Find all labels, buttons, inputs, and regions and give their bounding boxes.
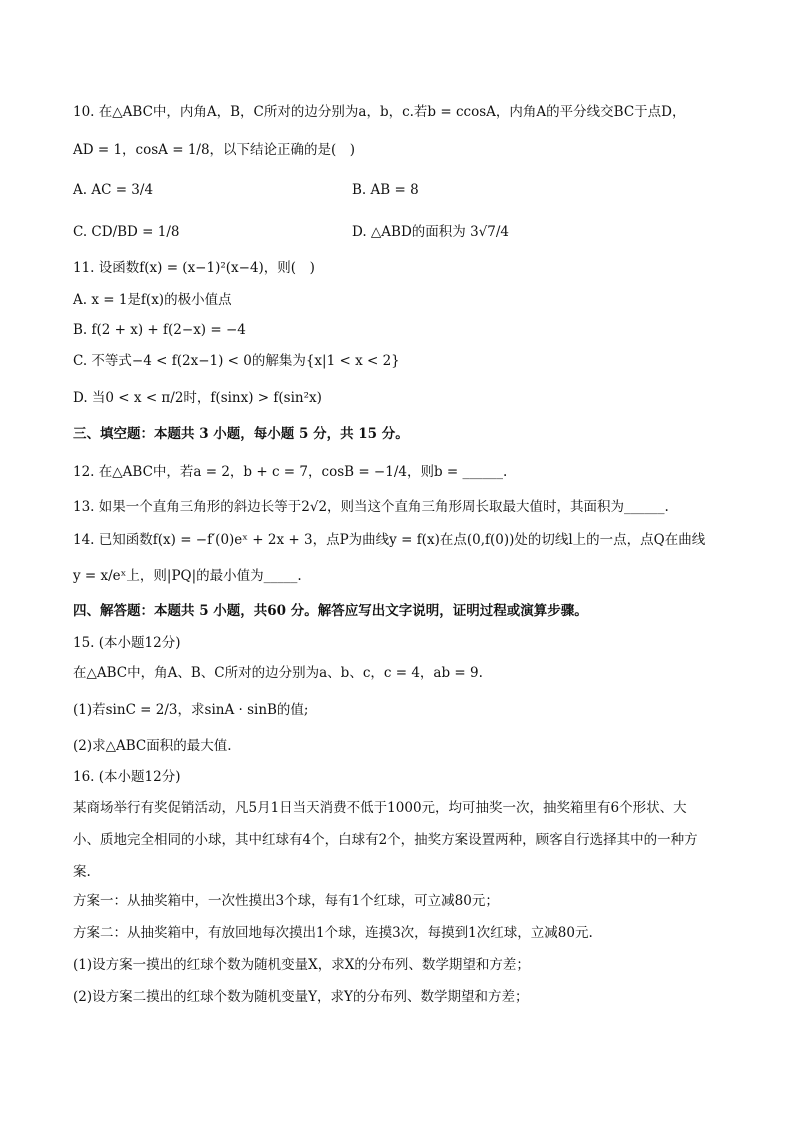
question-15-part-2: (2)求△ABC面积的最大值. — [73, 738, 232, 754]
question-11-option-d: D. 当0 < x < π/2时，f(sinx) > f(sin²x) — [73, 390, 322, 406]
question-16-stem-line1: 某商场举行有奖促销活动，凡5月1日当天消费不低于1000元，均可抽奖一次，抽奖箱里有6个形状、大 — [73, 800, 687, 816]
question-10-option-d: D. △ABD的面积为 3√7/4 — [352, 224, 510, 240]
question-16-heading: 16. (本小题12分) — [73, 769, 181, 785]
question-11-option-b: B. f(2 + x) + f(2−x) = −4 — [73, 322, 246, 338]
section-4-heading: 四、解答题：本题共 5 小题，共60 分。解答应写出文字说明，证明过程或演算步骤。 — [73, 603, 588, 619]
question-15-heading: 15. (本小题12分) — [73, 635, 181, 651]
question-11-option-a: A. x = 1是f(x)的极小值点 — [73, 292, 232, 308]
question-11-stem: 11. 设函数f(x) = (x−1)²(x−4)，则( ) — [73, 260, 315, 276]
question-10-option-b: B. AB = 8 — [352, 182, 419, 198]
question-12: 12. 在△ABC中，若a = 2，b + c = 7，cosB = −1/4，则b = ______. — [73, 464, 508, 480]
question-15-part-1: (1)若sinC = 2/3，求sinA · sinB的值; — [73, 702, 309, 718]
question-10-stem-line1: 10. 在△ABC中，内角A，B，C所对的边分别为a，b，c.若b = ccosA，内角A的平分线交BC于点D， — [73, 104, 686, 120]
question-10-option-c: C. CD/BD = 1/8 — [73, 224, 180, 240]
question-10-option-a: A. AC = 3/4 — [73, 182, 154, 198]
question-16-scheme-1: 方案一：从抽奖箱中，一次性摸出3个球，每有1个红球，可立减80元； — [73, 893, 499, 909]
question-15-stem: 在△ABC中，角A、B、C所对的边分别为a、b、c，c = 4，ab = 9. — [73, 665, 483, 681]
question-16-stem-line2: 小、质地完全相同的小球，其中红球有4个，白球有2个，抽奖方案设置两种，顾客自行选择其中的一种方 — [73, 832, 698, 848]
question-16-scheme-2: 方案二：从抽奖箱中，有放回地每次摸出1个球，连摸3次，每摸到1次红球，立减80元. — [73, 925, 593, 941]
question-13: 13. 如果一个直角三角形的斜边长等于2√2，则当这个直角三角形周长取最大值时，其面积为______. — [73, 499, 669, 515]
question-16-stem-line3: 案. — [73, 864, 91, 880]
question-11-option-c: C. 不等式−4 < f(2x−1) < 0的解集为{x|1 < x < 2} — [73, 353, 400, 369]
question-14-line2: y = x/eˣ上，则|PQ|的最小值为_____. — [73, 568, 302, 584]
question-14-line1: 14. 已知函数f(x) = −f′(0)eˣ + 2x + 3，点P为曲线y = f(x)在点(0,f(0))处的切线l上的一点，点Q在曲线 — [73, 532, 706, 548]
section-3-heading: 三、填空题：本题共 3 小题，每小题 5 分，共 15 分。 — [73, 426, 409, 442]
question-10-stem-line2: AD = 1，cosA = 1/8，以下结论正确的是( ) — [73, 142, 356, 158]
question-16-part-2: (2)设方案二摸出的红球个数为随机变量Y，求Y的分布列、数学期望和方差； — [73, 989, 529, 1005]
question-16-part-1: (1)设方案一摸出的红球个数为随机变量X，求X的分布列、数学期望和方差； — [73, 957, 530, 973]
